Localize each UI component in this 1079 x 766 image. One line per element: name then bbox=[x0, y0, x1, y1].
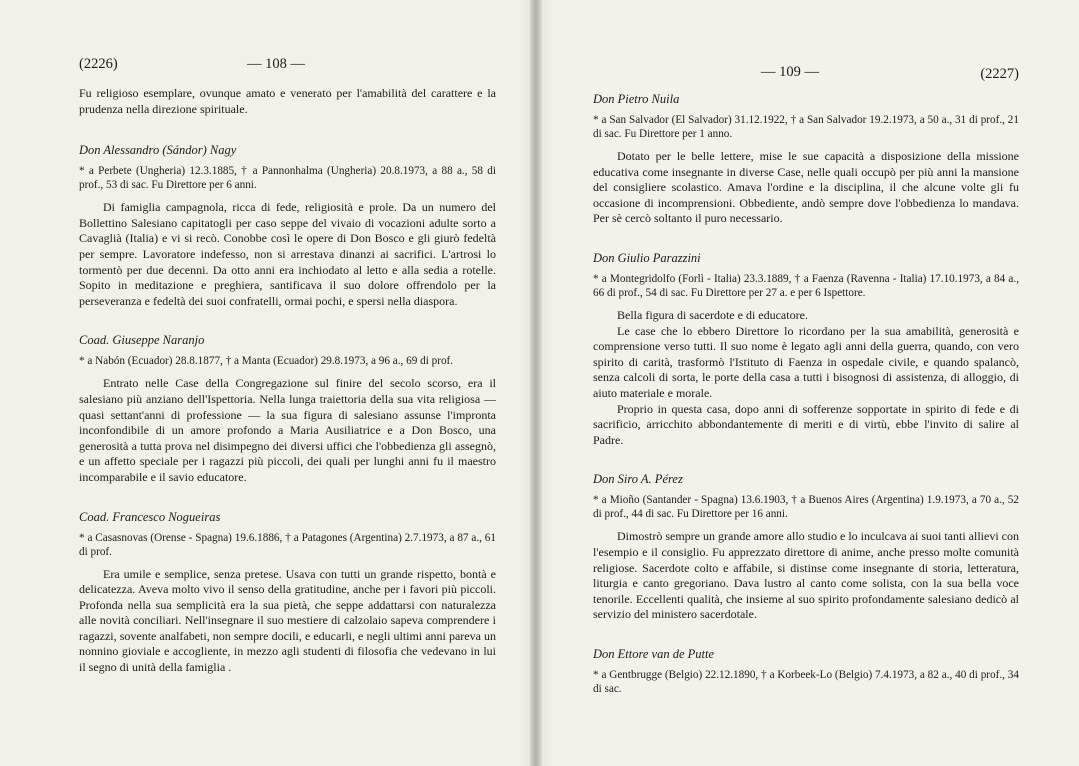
person-name: Don Alessandro (Sándor) Nagy bbox=[79, 143, 237, 158]
obituary-entry bbox=[593, 472, 1019, 623]
biographical-data: * a San Salvador (El Salvador) 31.12.1922, † a San Salvador 19.2.1973, a 50 a., 31 di prof., 21 di sac. Fu Direttore per 1 anno. bbox=[593, 114, 1019, 140]
obituary-entry bbox=[79, 333, 496, 485]
entry-paragraph: Le case che lo ebbero Direttore lo ricordano per la sua amabilità, generosità e comprensione verso tutti. Il suo nome è legato agli anni della guerra, quando, con vero spirito di carità, trasformò l'Istituto di Faenza in ospedale civile, e quando spalancò, senza calcoli di sorta, le porte della casa a tutti i bisognosi di assistenza, di alloggio, di aiuto materiale e morale. bbox=[593, 323, 1019, 400]
entry-paragraph: Entrato nelle Case della Congregazione sul finire del secolo scorso, era il salesiano più anziano dell'Ispettoria. Nella lunga traiettoria della sua vita religiosa — quasi settant'anni di professione — la sua figura di salesiano assunse l'impronta inconfondibile di un amore profondo a Maria Ausiliatrice e a Don Bosco, una generosità a tutta prova nel disimpegno dei diversi uffici che l'obbedienza gli assegnò, e un affetto speciale per i ragazzi più piccoli, dei quali per lunghi anni fu il maestro incomparabile e il savio educatore. bbox=[79, 376, 496, 484]
continuation-paragraph: Fu religioso esemplare, ovunque amato e venerato per l'amabilità del carattere e la prudenza nella direzione spirituale. bbox=[79, 86, 496, 116]
page-number: — 109 — bbox=[761, 64, 819, 80]
biographical-data: * a Casasnovas (Orense - Spagna) 19.6.1886, † a Patagones (Argentina) 2.7.1973, a 87 a., 61 di prof. bbox=[79, 531, 496, 558]
person-name: Don Ettore van de Putte bbox=[593, 646, 715, 661]
left-page bbox=[0, 0, 536, 766]
biographical-data: * a Nabón (Ecuador) 28.8.1877, † a Manta (Ecuador) 29.8.1973, a 96 a., 69 di prof. bbox=[79, 355, 454, 368]
person-name: Coad. Francesco Nogueiras bbox=[79, 509, 221, 524]
obituary-entry bbox=[79, 143, 496, 309]
page-number: — 108 — bbox=[247, 56, 305, 72]
book-gutter bbox=[530, 0, 542, 766]
entry-paragraph: Bella figura di sacerdote e di educatore. bbox=[617, 307, 808, 322]
biographical-data: * a Perbete (Ungheria) 12.3.1885, † a Pannonhalma (Ungheria) 20.8.1973, a 88 a., 58 di prof., 53 di sac. Fu Direttore per 6 anni. bbox=[79, 165, 496, 192]
document-code: (2227) bbox=[980, 66, 1019, 82]
obituary-entry bbox=[79, 510, 496, 676]
person-name: Coad. Giuseppe Naranjo bbox=[79, 333, 205, 348]
obituary-entry bbox=[593, 92, 1019, 227]
right-page bbox=[536, 0, 1079, 766]
entry-paragraph: Proprio in questa casa, dopo anni di sofferenze sopportate in spirito di fede e di sacrificio, arricchito abbondantemente di meriti e di virtù, ebbe l'invito di salire al Padre. bbox=[593, 401, 1019, 447]
biographical-data: * a Mioño (Santander - Spagna) 13.6.1903, † a Buenos Aires (Argentina) 1.9.1973, a 70 a., 52 di prof., 44 di sac. Fu Direttore per 16 anni. bbox=[593, 494, 1019, 521]
entry-paragraph: Di famiglia campagnola, ricca di fede, religiosità e prole. Da un numero del Bollettino Salesiano capitatogli per caso seppe del vivaio di vocazioni adulte sorto a Cavaglià (Italia) e vi si recò. Conobbe così le opere di Don Bosco e gli giurò fedeltà per sempre. Lavoratore indefesso, non si arrestava dinanzi ai sacrifici. L'artrosi lo tormentò per due decenni. Da otto anni era inchiodato al letto e alla sedia a rotelle. Sopito in meditazione e preghiera, santificava il suo dolore offrendolo per la perseveranza e fedeltà dei suoi confratelli, ormai pochi, e spersi nella diaspora. bbox=[79, 200, 496, 308]
person-name: Don Giulio Parazzini bbox=[593, 250, 701, 265]
entry-paragraph: Dotato per le belle lettere, mise le sue capacità a disposizione della missione educativa come insegnante in diverse Case, nelle quali occupò per più anni la mansione del consigliere scolastico. Amava l'ordine e la disciplina, il che alcune volte gli fu occasione di incomprensioni. Obbediente, andò sempre dove l'obbedienza lo mandava. Per sè cercò soltanto il puro necessario. bbox=[593, 149, 1019, 226]
entry-paragraph: Dimostrò sempre un grande amore allo studio e lo inculcava ai suoi tanti allievi con l'esempio e il consiglio. Fu apprezzato direttore di anime, anche presso molte comunità religiose. Sacerdote colto e affabile, si distinse come insegnante di storia, letteratura, liturgia e canto gregoriano. Dava lustro al canto come solista, con la sua bella voce tenorile. Eccellenti qualità, che insieme al suo spirito profondamente salesiano dedicò al servizio del ministero sacerdotale. bbox=[593, 529, 1019, 622]
obituary-entry bbox=[593, 647, 1019, 696]
left-page-header bbox=[79, 56, 496, 86]
obituary-entry bbox=[593, 251, 1019, 448]
person-name: Don Pietro Nuila bbox=[593, 92, 680, 106]
person-name: Don Siro A. Pérez bbox=[593, 472, 683, 487]
biographical-data: * a Gentbrugge (Belgio) 22.12.1890, † a Korbeek-Lo (Belgio) 7.4.1973, a 82 a., 40 di prof., 34 di sac. bbox=[593, 668, 1019, 695]
biographical-data: * a Montegridolfo (Forlì - Italia) 23.3.1889, † a Faenza (Ravenna - Italia) 17.10.1973, a 84 a., 66 di prof., 54 di sac. Fu Direttore per 27 a. e per 6 Ispettore. bbox=[593, 272, 1019, 299]
entry-paragraph: Era umile e semplice, senza pretese. Usava con tutti un grande rispetto, bontà e delicatezza. Aveva molto vivo il senso della gratitudine, anche per i favori più piccoli. Profonda nella sua semplicità era la sua pietà, che seppe addattarsi con naturalezza alle novità conciliari. Nell'insegnare il suo mestiere di calzolaio sapeva comprendere i ragazzi, sovente analfabeti, non sempre docili, e educarli, e negli ultimi anni pareva un nonnino gioviale e accogliente, in mezzo agli studenti di filosofia che vedevano in lui il segno di unità della famiglia . bbox=[79, 566, 496, 675]
document-code: (2226) bbox=[79, 56, 118, 72]
right-page-header bbox=[593, 62, 1019, 92]
